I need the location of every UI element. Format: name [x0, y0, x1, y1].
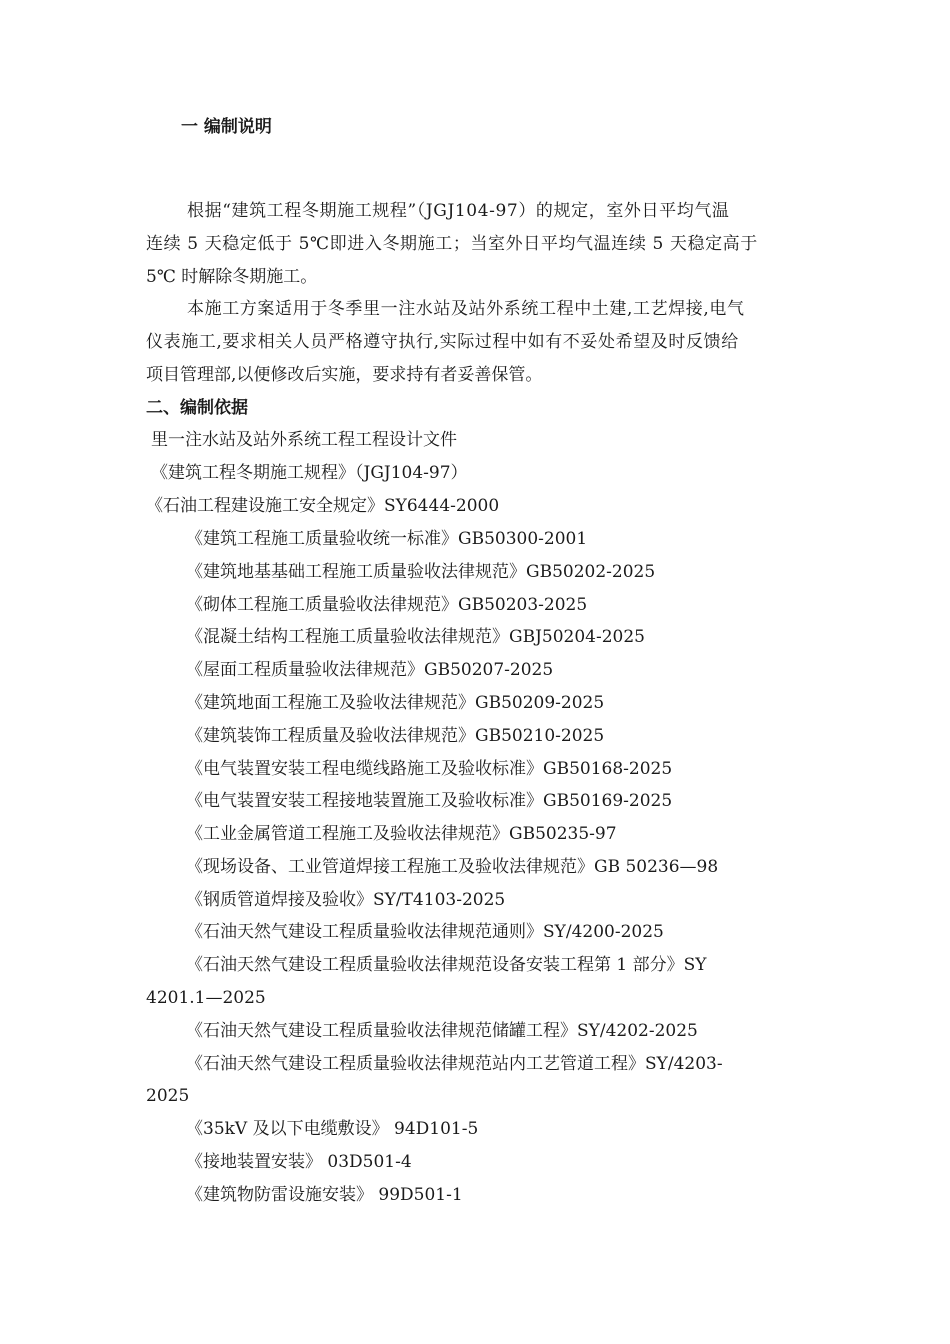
paragraph-1-line-2: 连续 5 天稳定低于 5℃即进入冬期施工；当室外日平均气温连续 5 天稳定高于 [146, 234, 758, 254]
paragraph-2-line-1: 本施工方案适用于冬季里一注水站及站外系统工程中土建,工艺焊接,电气 [187, 299, 745, 319]
reference-item: 《混凝土结构工程施工质量验收法律规范》GBJ50204-2025 [186, 627, 645, 647]
paragraph-2-line-2: 仪表施工,要求相关人员严格遵守执行,实际过程中如有不妥处希望及时反馈给 [146, 332, 739, 352]
reference-item: 《35kV 及以下电缆敷设》 94D101-5 [186, 1119, 479, 1139]
reference-item: 《电气装置安装工程电缆线路施工及验收标准》GB50168-2025 [186, 759, 673, 779]
reference-item: 《建筑装饰工程质量及验收法律规范》GB50210-2025 [186, 726, 605, 746]
paragraph-1-line-3: 5℃ 时解除冬期施工。 [146, 267, 318, 287]
paragraph-2-line-3: 项目管理部,以便修改后实施，要求持有者妥善保管。 [146, 365, 543, 385]
section-2-heading: 二、编制依据 [146, 398, 248, 418]
paragraph-1-line-1: 根据“建筑工程冬期施工规程”（JGJ104-97）的规定，室外日平均气温 [187, 201, 730, 221]
reference-item: 《接地装置安装》 03D501-4 [186, 1152, 412, 1172]
reference-item: 《石油工程建设施工安全规定》SY6444-2000 [146, 496, 500, 516]
reference-item: 《现场设备、工业管道焊接工程施工及验收法律规范》GB 50236—98 [186, 857, 719, 877]
reference-item: 《建筑工程施工质量验收统一标准》GB50300-2001 [186, 529, 588, 549]
reference-item: 《建筑地面工程施工及验收法律规范》GB50209-2025 [186, 693, 605, 713]
reference-item: 《建筑工程冬期施工规程》（JGJ104-97） [151, 463, 468, 483]
reference-item: 《建筑地基基础工程施工质量验收法律规范》GB50202-2025 [186, 562, 656, 582]
reference-item: 《砌体工程施工质量验收法律规范》GB50203-2025 [186, 595, 588, 615]
reference-item-continuation: 4201.1—2025 [146, 988, 266, 1008]
reference-item: 《电气装置安装工程接地装置施工及验收标准》GB50169-2025 [186, 791, 673, 811]
reference-item-continuation: 2025 [146, 1086, 190, 1106]
reference-item: 《石油天然气建设工程质量验收法律规范站内工艺管道工程》SY/4203- [186, 1054, 723, 1074]
reference-item: 《工业金属管道工程施工及验收法律规范》GB50235-97 [186, 824, 617, 844]
reference-item: 《屋面工程质量验收法律规范》GB50207-2025 [186, 660, 554, 680]
reference-item: 《石油天然气建设工程质量验收法律规范设备安装工程第 1 部分》SY [186, 955, 707, 975]
reference-item: 《石油天然气建设工程质量验收法律规范通则》SY/4200-2025 [186, 922, 664, 942]
reference-item: 《建筑物防雷设施安装》 99D501-1 [186, 1185, 463, 1205]
reference-item: 里一注水站及站外系统工程工程设计文件 [151, 430, 457, 450]
reference-item: 《钢质管道焊接及验收》SY/T4103-2025 [186, 890, 506, 910]
reference-item: 《石油天然气建设工程质量验收法律规范储罐工程》SY/4202-2025 [186, 1021, 698, 1041]
section-1-heading: 一 编制说明 [181, 117, 272, 137]
